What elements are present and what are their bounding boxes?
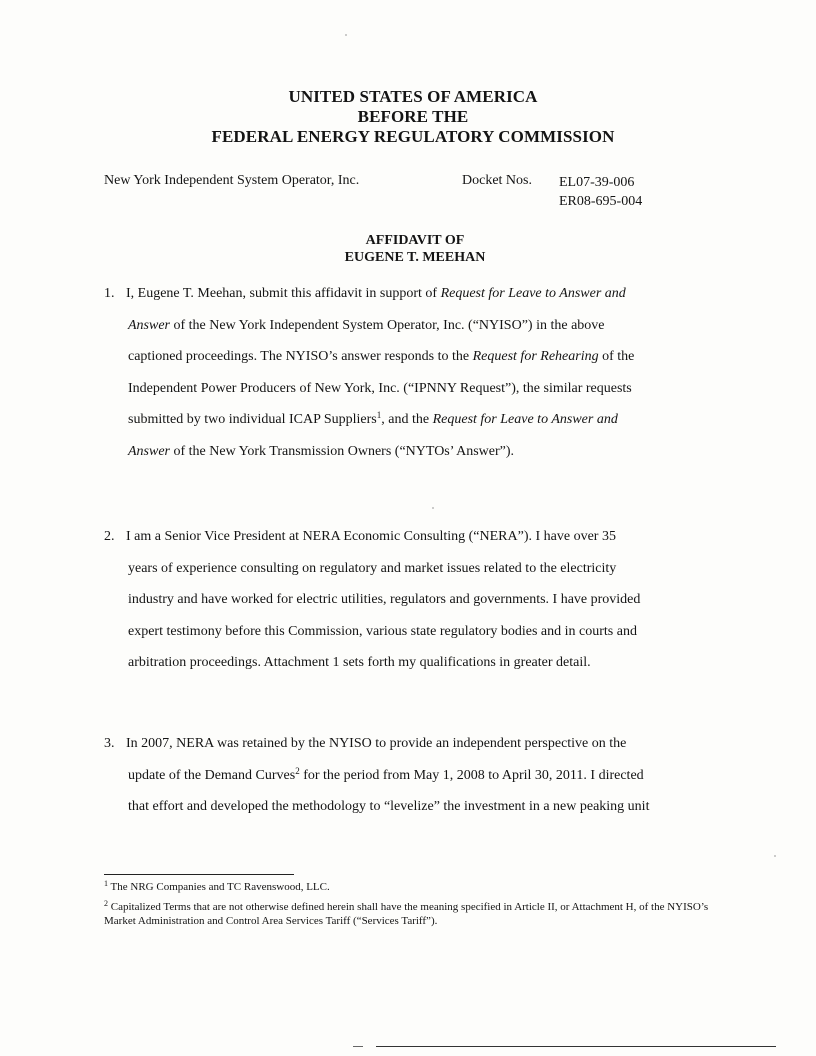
caption-party: New York Independent System Operator, Inc. xyxy=(104,173,360,188)
paragraph-number: 2. xyxy=(104,529,115,544)
docket-numbers xyxy=(559,173,642,211)
footnote-marker: 2 xyxy=(104,899,108,908)
paragraph-line xyxy=(104,521,716,553)
scan-speck xyxy=(774,855,776,857)
footnote-2 xyxy=(104,900,724,928)
paragraph-line: arbitration proceedings. Attachment 1 sets forth my qualifications in greater detail. xyxy=(128,655,591,670)
docket-label: Docket Nos. xyxy=(462,173,532,188)
header-line-2: BEFORE THE xyxy=(357,107,469,126)
text-run: captioned proceedings. The NYISO’s answer responds to the xyxy=(128,349,473,364)
paragraph-line xyxy=(104,341,716,373)
affidavit-title xyxy=(0,232,816,266)
header-line-1: UNITED STATES OF AMERICA xyxy=(288,87,538,106)
footnote-reference: 1 xyxy=(376,410,382,420)
italic-title: Request for Rehearing xyxy=(472,349,599,364)
paragraph-line: that effort and developed the methodology to “levelize” the investment in a new peaking unit xyxy=(128,799,650,814)
paragraph-number: 3. xyxy=(104,736,115,751)
text-run: of the New York Transmission Owners (“NYTOs’ Answer”). xyxy=(170,443,515,459)
text-run: In 2007, NERA was retained by the NYISO to provide an independent perspective on the xyxy=(126,736,627,751)
text-run: of the xyxy=(598,349,635,364)
paragraph-2 xyxy=(104,521,716,679)
affidavit-title-line-1: AFFIDAVIT OF xyxy=(365,233,465,248)
footnotes xyxy=(104,880,724,934)
footnote-reference: 2 xyxy=(295,765,300,776)
scan-speck xyxy=(432,507,434,509)
italic-title: Answer xyxy=(128,443,170,459)
paragraph-line: years of experience consulting on regulatory and market issues related to the electricity xyxy=(128,560,617,576)
docket-number: ER08-695-004 xyxy=(559,194,643,209)
text-run: I am a Senior Vice President at NERA Economic Consulting (“NERA”). I have over 35 xyxy=(126,529,616,544)
paragraph-line xyxy=(104,436,716,468)
docket-number: EL07-39-006 xyxy=(559,175,635,190)
text-run: submitted by two individual ICAP Suppliers xyxy=(128,412,377,427)
paragraph-number: 1. xyxy=(104,286,115,301)
scan-speck xyxy=(345,34,347,36)
footnote-1 xyxy=(104,880,724,894)
paragraph-line xyxy=(104,404,716,436)
docket-block xyxy=(462,173,642,211)
italic-title: Request for Leave to Answer and xyxy=(432,412,618,427)
scan-mark xyxy=(353,1046,363,1047)
text-run: for the period from May 1, 2008 to April 30, 2011. I directed xyxy=(299,767,644,783)
document-header xyxy=(0,87,816,147)
text-run: of the New York Independent System Operator, Inc. (“NYISO”) in the above xyxy=(170,317,605,333)
footnote-separator xyxy=(104,874,294,875)
paragraph-1 xyxy=(104,278,716,467)
text-run: update of the Demand Curves xyxy=(128,767,296,783)
paragraph-line xyxy=(104,310,716,342)
affidavit-title-line-2: EUGENE T. MEEHAN xyxy=(344,250,486,265)
italic-title: Answer xyxy=(128,317,170,333)
paragraph-line: expert testimony before this Commission, various state regulatory bodies and in courts and xyxy=(128,623,637,639)
bottom-rule xyxy=(376,1046,776,1047)
footnote-text: Capitalized Terms that are not otherwise defined herein shall have the meaning specified in Article II, or Attachment H, of the NYISO’s Market Administration and Control Area Services Tariff (“Services Tariff”). xyxy=(104,901,709,927)
italic-title: Request for Leave to Answer and xyxy=(440,286,626,301)
paragraph-3 xyxy=(104,728,716,823)
text-run: , and the xyxy=(381,412,433,427)
footnote-text: The NRG Companies and TC Ravenswood, LLC. xyxy=(108,881,330,893)
paragraph-line: industry and have worked for electric utilities, regulators and governments. I have provided xyxy=(128,592,641,607)
paragraph-line xyxy=(104,278,716,310)
header-line-3: FEDERAL ENERGY REGULATORY COMMISSION xyxy=(211,127,615,146)
paragraph-line xyxy=(104,728,716,760)
footnote-marker: 1 xyxy=(104,879,108,888)
paragraph-line: Independent Power Producers of New York, Inc. (“IPNNY Request”), the similar requests xyxy=(128,380,632,396)
paragraph-line xyxy=(104,760,716,792)
text-run: I, Eugene T. Meehan, submit this affidavit in support of xyxy=(126,286,441,301)
